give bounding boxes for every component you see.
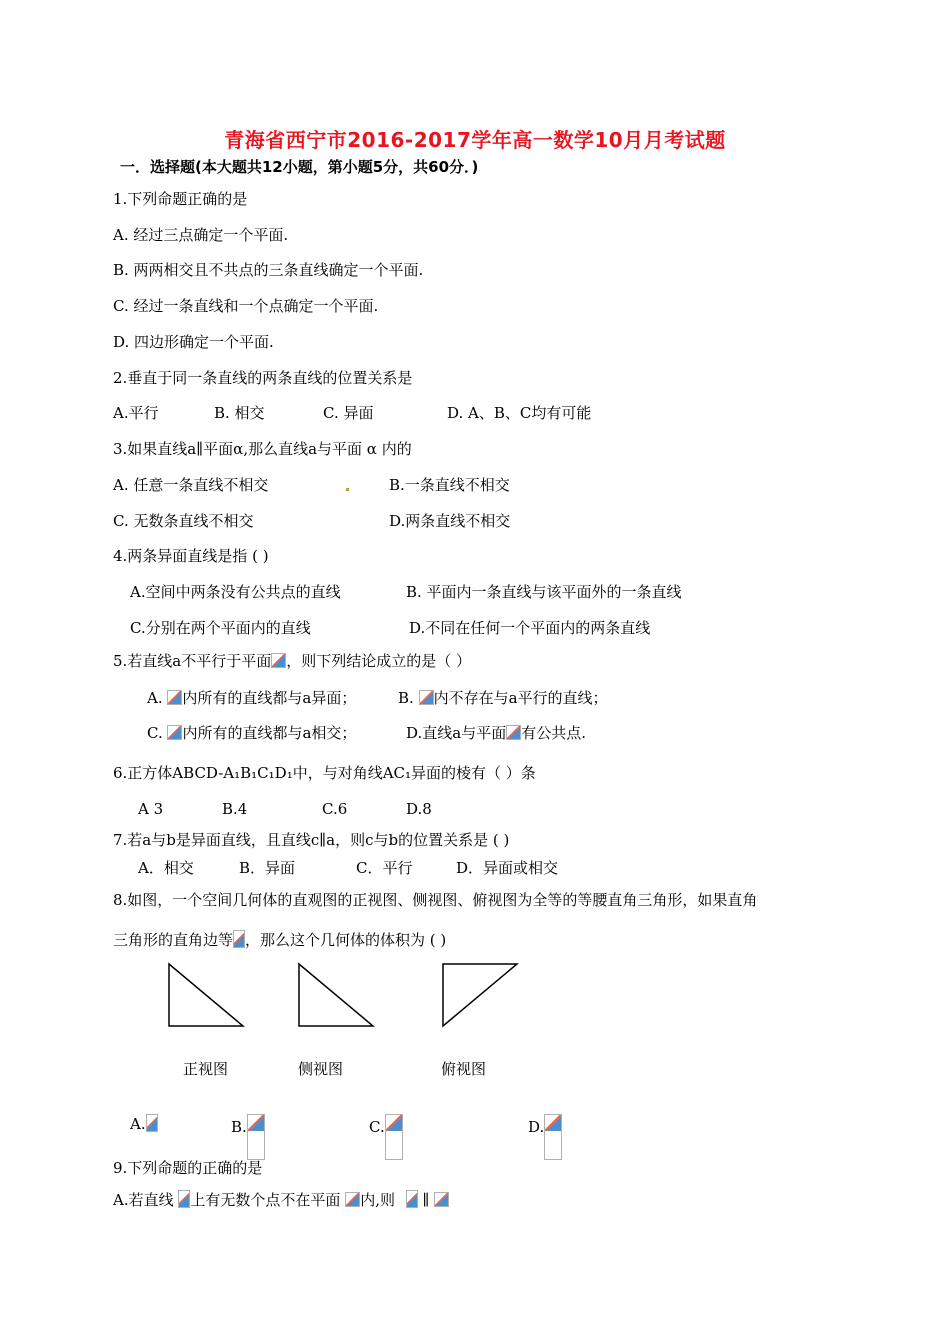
q6-option-c: C.6: [322, 800, 348, 818]
q8-option-a: [130, 1114, 158, 1134]
q3-stem: 3.如果直线a∥平面α,那么直线a与平面 α 内的: [113, 440, 412, 458]
line-l-image-icon: [406, 1190, 418, 1208]
q1-option-a: A. 经过三点确定一个平面.: [113, 226, 289, 244]
q5-option-a: [147, 688, 356, 708]
section-heading: 一．选择题(本大题共12小题，第小题5分，共60分．): [120, 158, 479, 176]
plane-alpha-image-icon: [167, 725, 182, 740]
q3-option-a: A. 任意一条直线不相交: [113, 476, 269, 494]
q5-option-b-text: 内不存在与a平行的直线；: [433, 689, 608, 707]
q8-stem-line1: 8.如图，一个空间几何体的直观图的正视图、侧视图、俯视图为全等的等腰直角三角形，如果直角: [113, 891, 758, 909]
exam-title: 青海省西宁市2016-2017学年高一数学10月月考试题: [224, 128, 726, 152]
q8-stem-text-end: ，那么这个几何体的体积为 ( ): [245, 931, 447, 949]
q8-stem-text: 三角形的直角边等: [113, 931, 234, 949]
top-view-triangle: [441, 962, 519, 1028]
q7-stem: 7.若a与b是异面直线，且直线c∥a，则c与b的位置关系是 ( ): [113, 831, 510, 849]
q1-option-c: C. 经过一条直线和一个点确定一个平面.: [113, 297, 379, 315]
q8-option-b: [231, 1114, 265, 1160]
q5-stem-text: 5.若直线a不平行于平面: [113, 652, 272, 670]
q4-option-b: B. 平面内一条直线与该平面外的一条直线: [406, 583, 682, 601]
q8-option-b-letter: B.: [231, 1118, 247, 1136]
q7-option-d: D．异面或相交: [456, 859, 559, 877]
q5-option-a-text: 内所有的直线都与a异面；: [182, 689, 357, 707]
q7-option-a: A．相交: [138, 859, 194, 877]
q5-option-c-letter: C.: [147, 724, 168, 742]
plane-alpha-image-icon: [506, 725, 521, 740]
q9-option-a-text: A.若直线: [113, 1191, 174, 1209]
q5-option-b: [398, 688, 608, 708]
q6-option-a: A 3: [138, 800, 164, 818]
q2-option-b: B. 相交: [214, 404, 265, 422]
q8-option-d: [528, 1114, 562, 1160]
q5-option-a-letter: A.: [147, 689, 168, 707]
q4-option-d: D.不同在任何一个平面内的两条直线: [409, 619, 651, 637]
plane-alpha-image-icon: [345, 1192, 360, 1207]
side-view-triangle: [297, 962, 375, 1028]
plane-alpha-image-icon: [419, 690, 434, 705]
q8-option-a-letter: A.: [130, 1115, 146, 1133]
q5-option-d-text-end: 有公共点.: [521, 724, 586, 742]
q8-option-d-letter: D.: [528, 1118, 545, 1136]
q5-stem-text-end: ，则下列结论成立的是（ ）: [286, 652, 472, 670]
q6-stem: 6.正方体ABCD-A₁B₁C₁D₁中，与对角线AC₁异面的棱有（ ）条: [113, 764, 536, 782]
q8-option-c: [369, 1114, 403, 1160]
answer-image-icon: [544, 1114, 562, 1160]
q5-stem: [113, 651, 471, 671]
q3-option-b: B.一条直线不相交: [389, 476, 510, 494]
q4-stem: 4.两条异面直线是指 ( ): [113, 547, 269, 565]
q5-option-c-text: 内所有的直线都与a相交；: [182, 724, 357, 742]
q9-option-a: [113, 1190, 449, 1210]
q6-option-b: B.4: [222, 800, 248, 818]
parallel-symbol: ∥: [422, 1191, 430, 1209]
q1-option-b: B. 两两相交且不共点的三条直线确定一个平面.: [113, 261, 424, 279]
q5-option-d: [406, 723, 586, 743]
q2-option-c: C. 异面: [323, 404, 374, 422]
plane-alpha-image-icon: [434, 1192, 449, 1207]
q9-option-a-text-mid: 上有无数个点不在平面: [190, 1191, 341, 1209]
side-length-image-icon: [233, 930, 245, 948]
q1-stem: 1.下列命题正确的是: [113, 190, 248, 208]
q1-option-d: D. 四边形确定一个平面.: [113, 333, 274, 351]
q2-option-a: A.平行: [113, 404, 159, 422]
line-l-image-icon: [178, 1190, 190, 1208]
q5-option-c: [147, 723, 356, 743]
plane-alpha-image-icon: [271, 653, 286, 668]
q3-option-d: D.两条直线不相交: [389, 512, 511, 530]
q5-option-d-text: D.直线a与平面: [406, 724, 507, 742]
q7-option-b: B．异面: [239, 859, 296, 877]
q8-option-c-letter: C.: [369, 1118, 385, 1136]
q2-stem: 2.垂直于同一条直线的两条直线的位置关系是: [113, 369, 413, 387]
front-view-triangle: [167, 962, 245, 1028]
q2-option-d: D. A、B、C均有可能: [447, 404, 592, 422]
top-view-label: 俯视图: [441, 1060, 487, 1078]
q9-stem: 9.下列命题的正确的是: [113, 1159, 263, 1177]
q8-stem-line2: [113, 930, 446, 950]
q3-option-c: C. 无数条直线不相交: [113, 512, 254, 530]
answer-image-icon: [247, 1114, 265, 1160]
q9-option-a-text-mid2: 内,则: [360, 1191, 395, 1209]
answer-image-icon: [385, 1114, 403, 1160]
speck-mark: [346, 488, 349, 491]
q7-option-c: C．平行: [356, 859, 413, 877]
q4-option-c: C.分别在两个平面内的直线: [130, 619, 311, 637]
answer-image-icon: [146, 1114, 158, 1132]
front-view-label: 正视图: [183, 1060, 229, 1078]
side-view-label: 侧视图: [298, 1060, 344, 1078]
q5-option-b-letter: B.: [398, 689, 419, 707]
plane-alpha-image-icon: [167, 690, 182, 705]
q6-option-d: D.8: [406, 800, 432, 818]
q4-option-a: A.空间中两条没有公共点的直线: [130, 583, 341, 601]
